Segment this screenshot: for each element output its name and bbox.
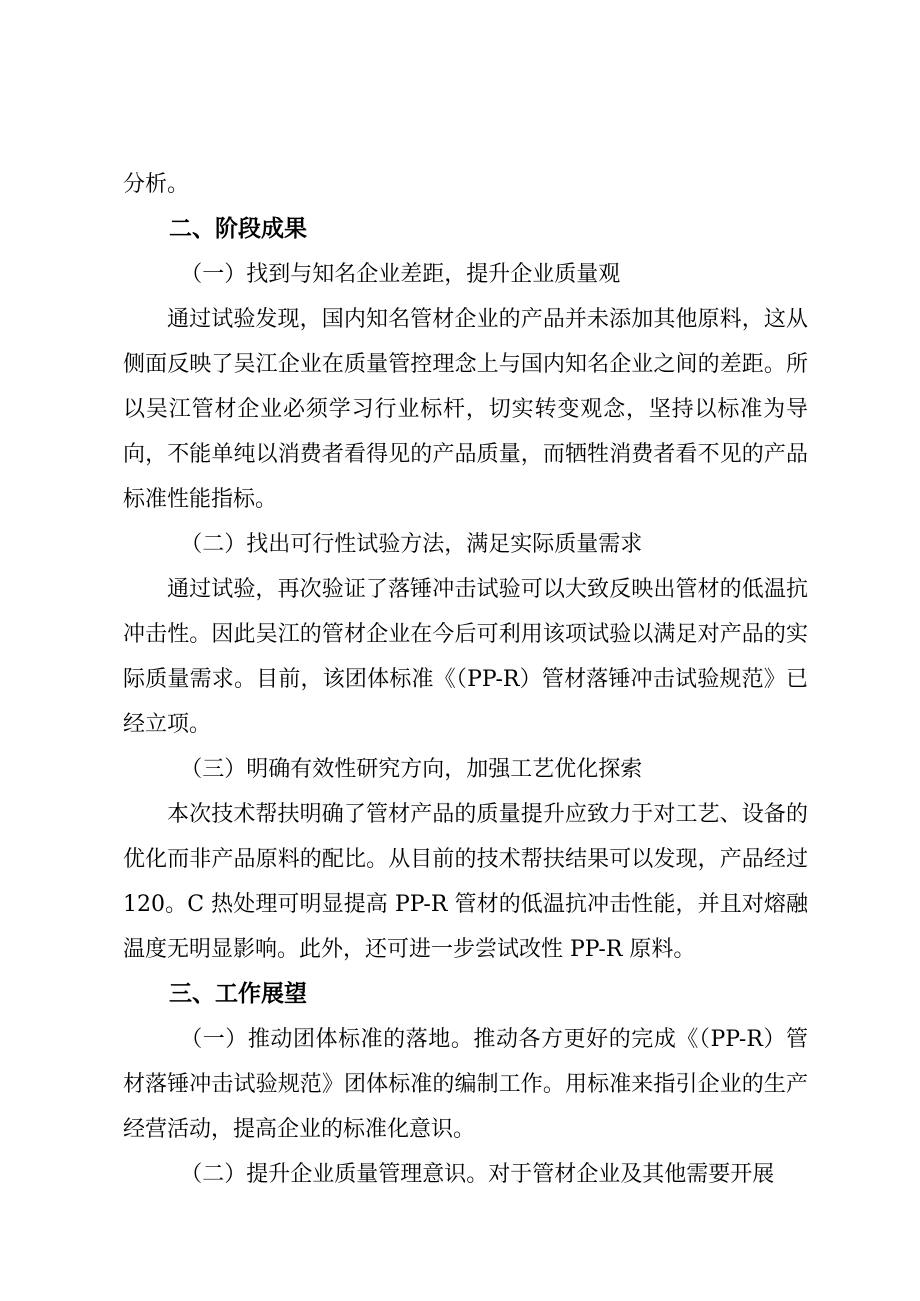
- section-heading-outlook: 三、工作展望: [169, 981, 307, 1007]
- subheading-gap: （一）找到与知名企业差距，提升企业质量观: [180, 262, 621, 287]
- subheading-direction: （三）明确有效性研究方向，加强工艺优化探索: [180, 757, 643, 782]
- paragraph-gap: 通过试验发现，国内知名管材企业的产品并未添加其他原料，这从侧面反映了吴江企业在质量管控理念上与国内知名企业之间的差距。所以吴江管材企业必须学习行业标杆，切实转变观念，坚持以标准为导向，不能单纯以消费者看得见的产品质量，而牺牲消费者看不见的产品标准性能指标。: [123, 307, 808, 512]
- paragraph-standard: （一）推动团体标准的落地。推动各方更好的完成《（PP-R）管材落锤冲击试验规范》团体标准的编制工作。用标准来指引企业的生产经营活动，提高企业的标准化意识。: [123, 1027, 808, 1142]
- continuation-text: 分析。: [123, 172, 190, 197]
- paragraph-quality-awareness: （二）提升企业质量管理意识。对于管材企业及其他需要开展: [180, 1162, 775, 1187]
- subheading-method: （二）找出可行性试验方法，满足实际质量需求: [180, 532, 643, 557]
- paragraph-direction: 本次技术帮扶明确了管材产品的质量提升应致力于对工艺、设备的优化而非产品原料的配比。从目前的技术帮扶结果可以发现，产品经过 120。C 热处理可明显提高 PP-R 管材的低温抗冲击性能，并且对熔融温度无明显影响。此外，还可进一步尝试改性 PP-R 原料。: [123, 802, 808, 962]
- section-heading-achievements: 二、阶段成果: [169, 216, 307, 242]
- paragraph-method: 通过试验，再次验证了落锤冲击试验可以大致反映出管材的低温抗冲击性。因此吴江的管材企业在今后可利用该项试验以满足对产品的实际质量需求。目前，该团体标准《（PP-R）管材落锤冲击试验规范》已经立项。: [123, 577, 808, 737]
- document-body: [123, 162, 808, 1197]
